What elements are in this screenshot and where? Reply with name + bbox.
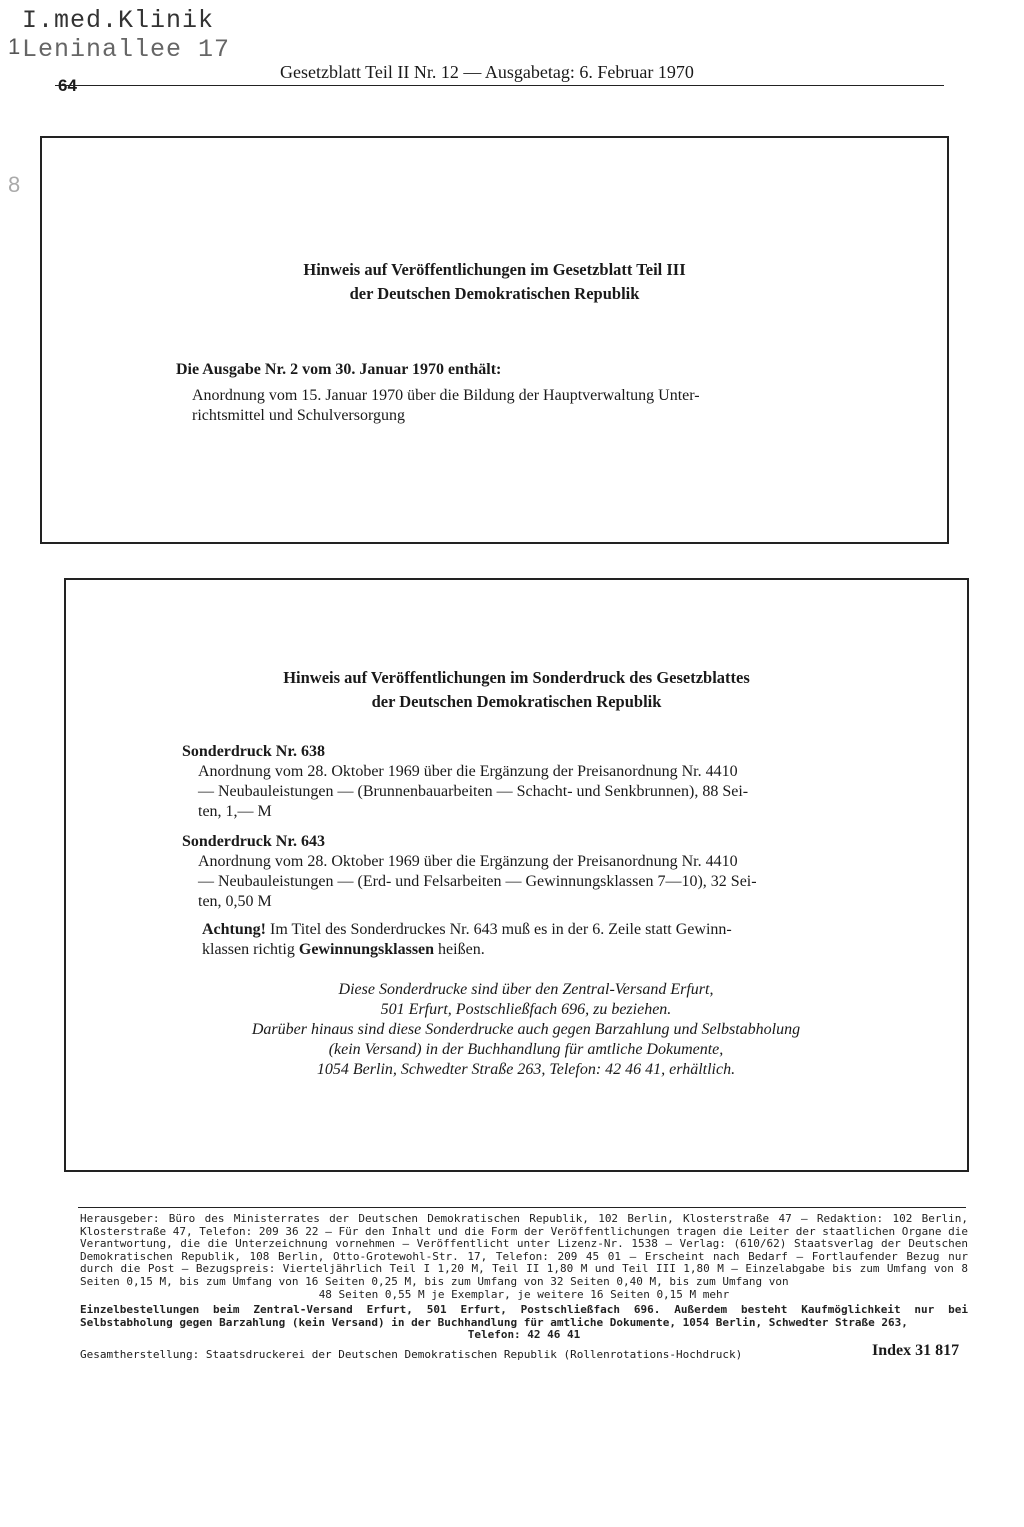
index-number: Index 31 817 <box>872 1342 960 1359</box>
availability-line: 501 Erfurt, Postschließfach 696, zu beziehen. <box>380 1001 672 1018</box>
institution-stamp <box>22 6 230 64</box>
note-text: klassen richtig <box>202 941 299 958</box>
sonderdruck-line: ten, 0,50 M <box>198 893 272 910</box>
box1-issue-line: Die Ausgabe Nr. 2 vom 30. Januar 1970 enthält: <box>176 361 502 378</box>
imprint <box>80 1213 968 1342</box>
stamp-line-1: I.med.Klinik <box>22 6 215 35</box>
notice-box-gesetzblatt-teil-iii <box>40 136 949 544</box>
sonderdruck-line: — Neubauleistungen — (Brunnenbauarbeiten — Schacht- und Senkbrunnen), 88 Sei- <box>198 783 749 800</box>
availability-line: 1054 Berlin, Schwedter Straße 263, Telefon: 42 46 41, erhältlich. <box>316 1061 736 1078</box>
imprint-publisher: Herausgeber: Büro des Ministerrates der Deutschen Demokratischen Republik, 102 Berlin, Klosterstraße 47 – Redaktion: 102 Berlin, Klosterstraße 47, Telefon: 209 36 22 – Für den Inhalt und die Form der Veröffentlichungen tragen die Leiter der staatlichen Organe die Verantwortung, die die Unterzeichnung vornehmen – Veröffentlicht unter Lizenz-Nr. 1538 – Verlag: (610/62) Staatsverlag der Deutschen Demokratischen Republik, 108 Berlin, Otto-Grotewohl-Str. 17, Telefon: 209 45 01 – Erscheint nach Bedarf – Fortlaufender Bezug nur durch die Post – Bezugspreis: Vierteljährlich Teil I 1,20 M, Teil II 1,80 M und Teil III 1,80 M – Einzelabgabe bis zum Umfang von 8 Seiten 0,15 M, bis zum Umfang von 16 Seiten 0,25 M, bis zum Umfang von 32 Seiten 0,40 M, bis zum Umfang von <box>80 1212 968 1288</box>
note-text: Im Titel des Sonderdruckes Nr. 643 muß es in der 6. Zeile statt Gewinn- <box>266 921 732 938</box>
availability-line: Darüber hinaus sind diese Sonderdrucke auch gegen Barzahlung und Selbstabholung <box>251 1021 801 1038</box>
box1-item-line-2: richtsmittel und Schulversorgung <box>192 407 406 424</box>
sonderdruck-title: Sonderdruck Nr. 643 <box>182 833 325 850</box>
header-rule <box>55 85 944 86</box>
page-number: 64 <box>58 76 77 95</box>
box2-heading-line-1: Hinweis auf Veröffentlichungen im Sonderdruck des Gesetzblattes <box>283 668 750 687</box>
sonderdruck-entry <box>182 742 748 822</box>
availability-text <box>166 980 886 1080</box>
sonderdruck-entry <box>182 832 757 912</box>
sonderdruck-line: Anordnung vom 28. Oktober 1969 über die Ergänzung der Preisanordnung Nr. 4410 <box>198 853 738 870</box>
margin-mark: 8 <box>8 172 21 197</box>
note-text: heißen. <box>434 941 485 958</box>
note-emphasis: Gewinnungsklassen <box>298 941 435 958</box>
box1-item <box>192 386 700 426</box>
box2-heading <box>66 666 967 714</box>
correction-note <box>202 920 732 960</box>
margin-mark: 1 <box>8 34 21 59</box>
box1-item-line-1: Anordnung vom 15. Januar 1970 über die Bildung der Hauptverwaltung Unter- <box>192 387 700 404</box>
box2-heading-line-2: der Deutschen Demokratischen Republik <box>371 692 662 711</box>
note-label: Achtung! <box>202 921 267 938</box>
footer-rule <box>78 1207 966 1208</box>
sonderdruck-line: Anordnung vom 28. Oktober 1969 über die Ergänzung der Preisanordnung Nr. 4410 <box>198 763 738 780</box>
imprint-orders-end: Telefon: 42 46 41 <box>467 1328 581 1342</box>
box1-heading-line-1: Hinweis auf Veröffentlichungen im Gesetzblatt Teil III <box>303 260 686 279</box>
sonderdruck-line: ten, 1,— M <box>198 803 272 820</box>
sonderdruck-line: — Neubauleistungen — (Erd- und Felsarbeiten — Gewinnungsklassen 7—10), 32 Sei- <box>198 873 757 890</box>
imprint-publisher-end: 48 Seiten 0,55 M je Exemplar, je weitere 16 Seiten 0,15 M mehr <box>318 1287 730 1301</box>
notice-box-sonderdruck <box>64 578 969 1172</box>
running-head: Gesetzblatt Teil II Nr. 12 — Ausgabetag: 6. Februar 1970 <box>280 62 694 82</box>
stamp-line-2: Leninallee 17 <box>22 35 231 64</box>
box1-heading-line-2: der Deutschen Demokratischen Republik <box>349 284 640 303</box>
availability-line: Diese Sonderdrucke sind über den Zentral-Versand Erfurt, <box>338 981 714 998</box>
box1-heading <box>42 258 947 306</box>
sonderdruck-title: Sonderdruck Nr. 638 <box>182 743 325 760</box>
imprint-printer: Gesamtherstellung: Staatsdruckerei der Deutschen Demokratischen Republik (Rollenrotations-Hochdruck) <box>80 1348 743 1361</box>
availability-line: (kein Versand) in der Buchhandlung für amtliche Dokumente, <box>328 1041 724 1058</box>
imprint-orders: Einzelbestellungen beim Zentral-Versand Erfurt, 501 Erfurt, Postschließfach 696. Außerdem besteht Kaufmöglichkeit nur bei Selbstabholung gegen Barzahlung (kein Versand) in der Buchhandlung für amtliche Dokumente, 1054 Berlin, Schwedter Straße 263, <box>80 1303 968 1329</box>
